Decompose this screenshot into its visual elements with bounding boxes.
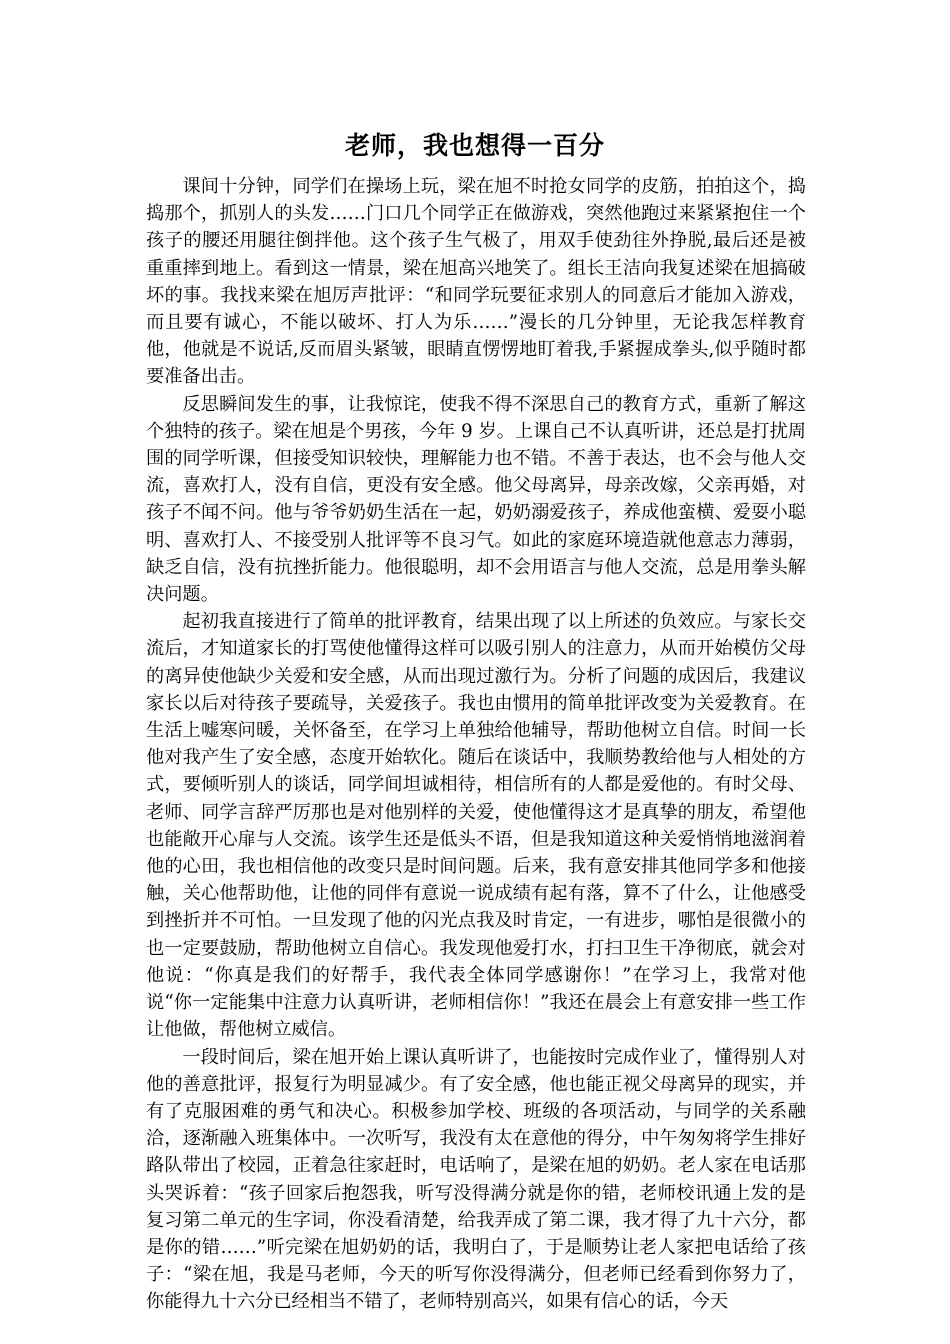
paragraph-4: 一段时间后，梁在旭开始上课认真听讲了，也能按时完成作业了，懂得别人对他的善意批评，报复行为明显减少。有了安全感，他也能正视父母离异的现实，并有了克服困难的勇气和决心。积极参加学校、班级的各项活动，与同学的关系融洽，逐渐融入班集体中。一次听写，我没有太在意他的得分，中午匆匆将学生排好路队带出了校园，正着急往家赶时，电话响了，是梁在旭的奶奶。老人家在电话那头哭诉着：“孩子回家后抱怨我，听写没得满分就是你的错，老师校讯通上发的是复习第二单元的生字词，你没看清楚，给我弄成了第二课，我才得了九十六分，都是你的错……”听完梁在旭奶奶的话，我明白了，于是顺势让老人家把电话给了孩子：“梁在旭，我是马老师，今天的听写你没得满分，但老师已经看到你努力了，你能得九十六分已经相当不错了，老师特别高兴，如果有信心的话，今天 [146, 1046, 806, 1313]
document-body [146, 173, 806, 1316]
document-title: 老师，我也想得一百分 [344, 131, 605, 160]
paragraph-2: 反思瞬间发生的事，让我惊诧，使我不得不深思自己的教育方式，重新了解这个独特的孩子。梁在旭是个男孩，今年 9 岁。上课自己不认真听讲，还总是打扰周围的同学听课，但接受知识较快，理解能力也不错。不善于表达，也不会与他人交流，喜欢打人，没有自信，更没有安全感。他父母离异，母亲改嫁，父亲再婚，对孩子不闻不问。他与爷爷奶奶生活在一起，奶奶溺爱孩子，养成他蛮横、爱耍小聪明、喜欢打人、不接受别人批评等不良习气。如此的家庭环境造就他意志力薄弱，缺乏自信，没有抗挫折能力。他很聪明，却不会用语言与他人交流，总是用拳头解决问题。 [146, 393, 806, 606]
paragraph-3: 起初我直接进行了简单的批评教育，结果出现了以上所述的负效应。与家长交流后，才知道家长的打骂使他懂得这样可以吸引别人的注意力，从而开始模仿父母的离异使他缺少关爱和安全感，从而出现过激行为。分析了问题的成因后，我建议家长以后对待孩子要疏导，关爱孩子。我也由惯用的简单批评改变为关爱教育。在生活上嘘寒问暖，关怀备至，在学习上单独给他辅导，帮助他树立自信。时间一长他对我产生了安全感，态度开始软化。随后在谈话中，我顺势教给他与人相处的方式，要倾听别人的谈话，同学间坦诚相待，相信所有的人都是爱他的。有时父母、老师、同学言辞严厉那也是对他别样的关爱，使他懂得这才是真挚的朋友，希望他也能敞开心扉与人交流。该学生还是低头不语，但是我知道这种关爱悄悄地滋润着他的心田，我也相信他的改变只是时间问题。后来，我有意安排其他同学多和他接触，关心他帮助他，让他的同伴有意说一说成绩有起有落，算不了什么，让他感受到挫折并不可怕。一旦发现了他的闪光点我及时肯定，一有进步，哪怕是很微小的也一定要鼓励，帮助他树立自信心。我发现他爱打水，打扫卫生干净彻底，就会对他说：“你真是我们的好帮手，我代表全体同学感谢你！”在学习上，我常对他说“你一定能集中注意力认真听讲，老师相信你！”我还在晨会上有意安排一些工作让他做，帮他树立威信。 [146, 611, 806, 1041]
paragraph-1: 课间十分钟，同学们在操场上玩，梁在旭不时抢女同学的皮筋，拍拍这个，捣捣那个，抓别人的头发……门口几个同学正在做游戏，突然他跑过来紧紧抱住一个孩子的腰还用腿往倒拌他。这个孩子生气极了，用双手使劲往外挣脱,最后还是被重重摔到地上。看到这一情景，梁在旭高兴地笑了。组长王洁向我复述梁在旭搞破坏的事。我找来梁在旭厉声批评：“和同学玩要征求别人的同意后才能加入游戏，而且要有诚心，不能以破坏、打人为乐……”漫长的几分钟里，无论我怎样教育他，他就是不说话,反而眉头紧皱，眼睛直愣愣地盯着我,手紧握成拳头,似乎随时都要准备出击。 [146, 176, 806, 388]
